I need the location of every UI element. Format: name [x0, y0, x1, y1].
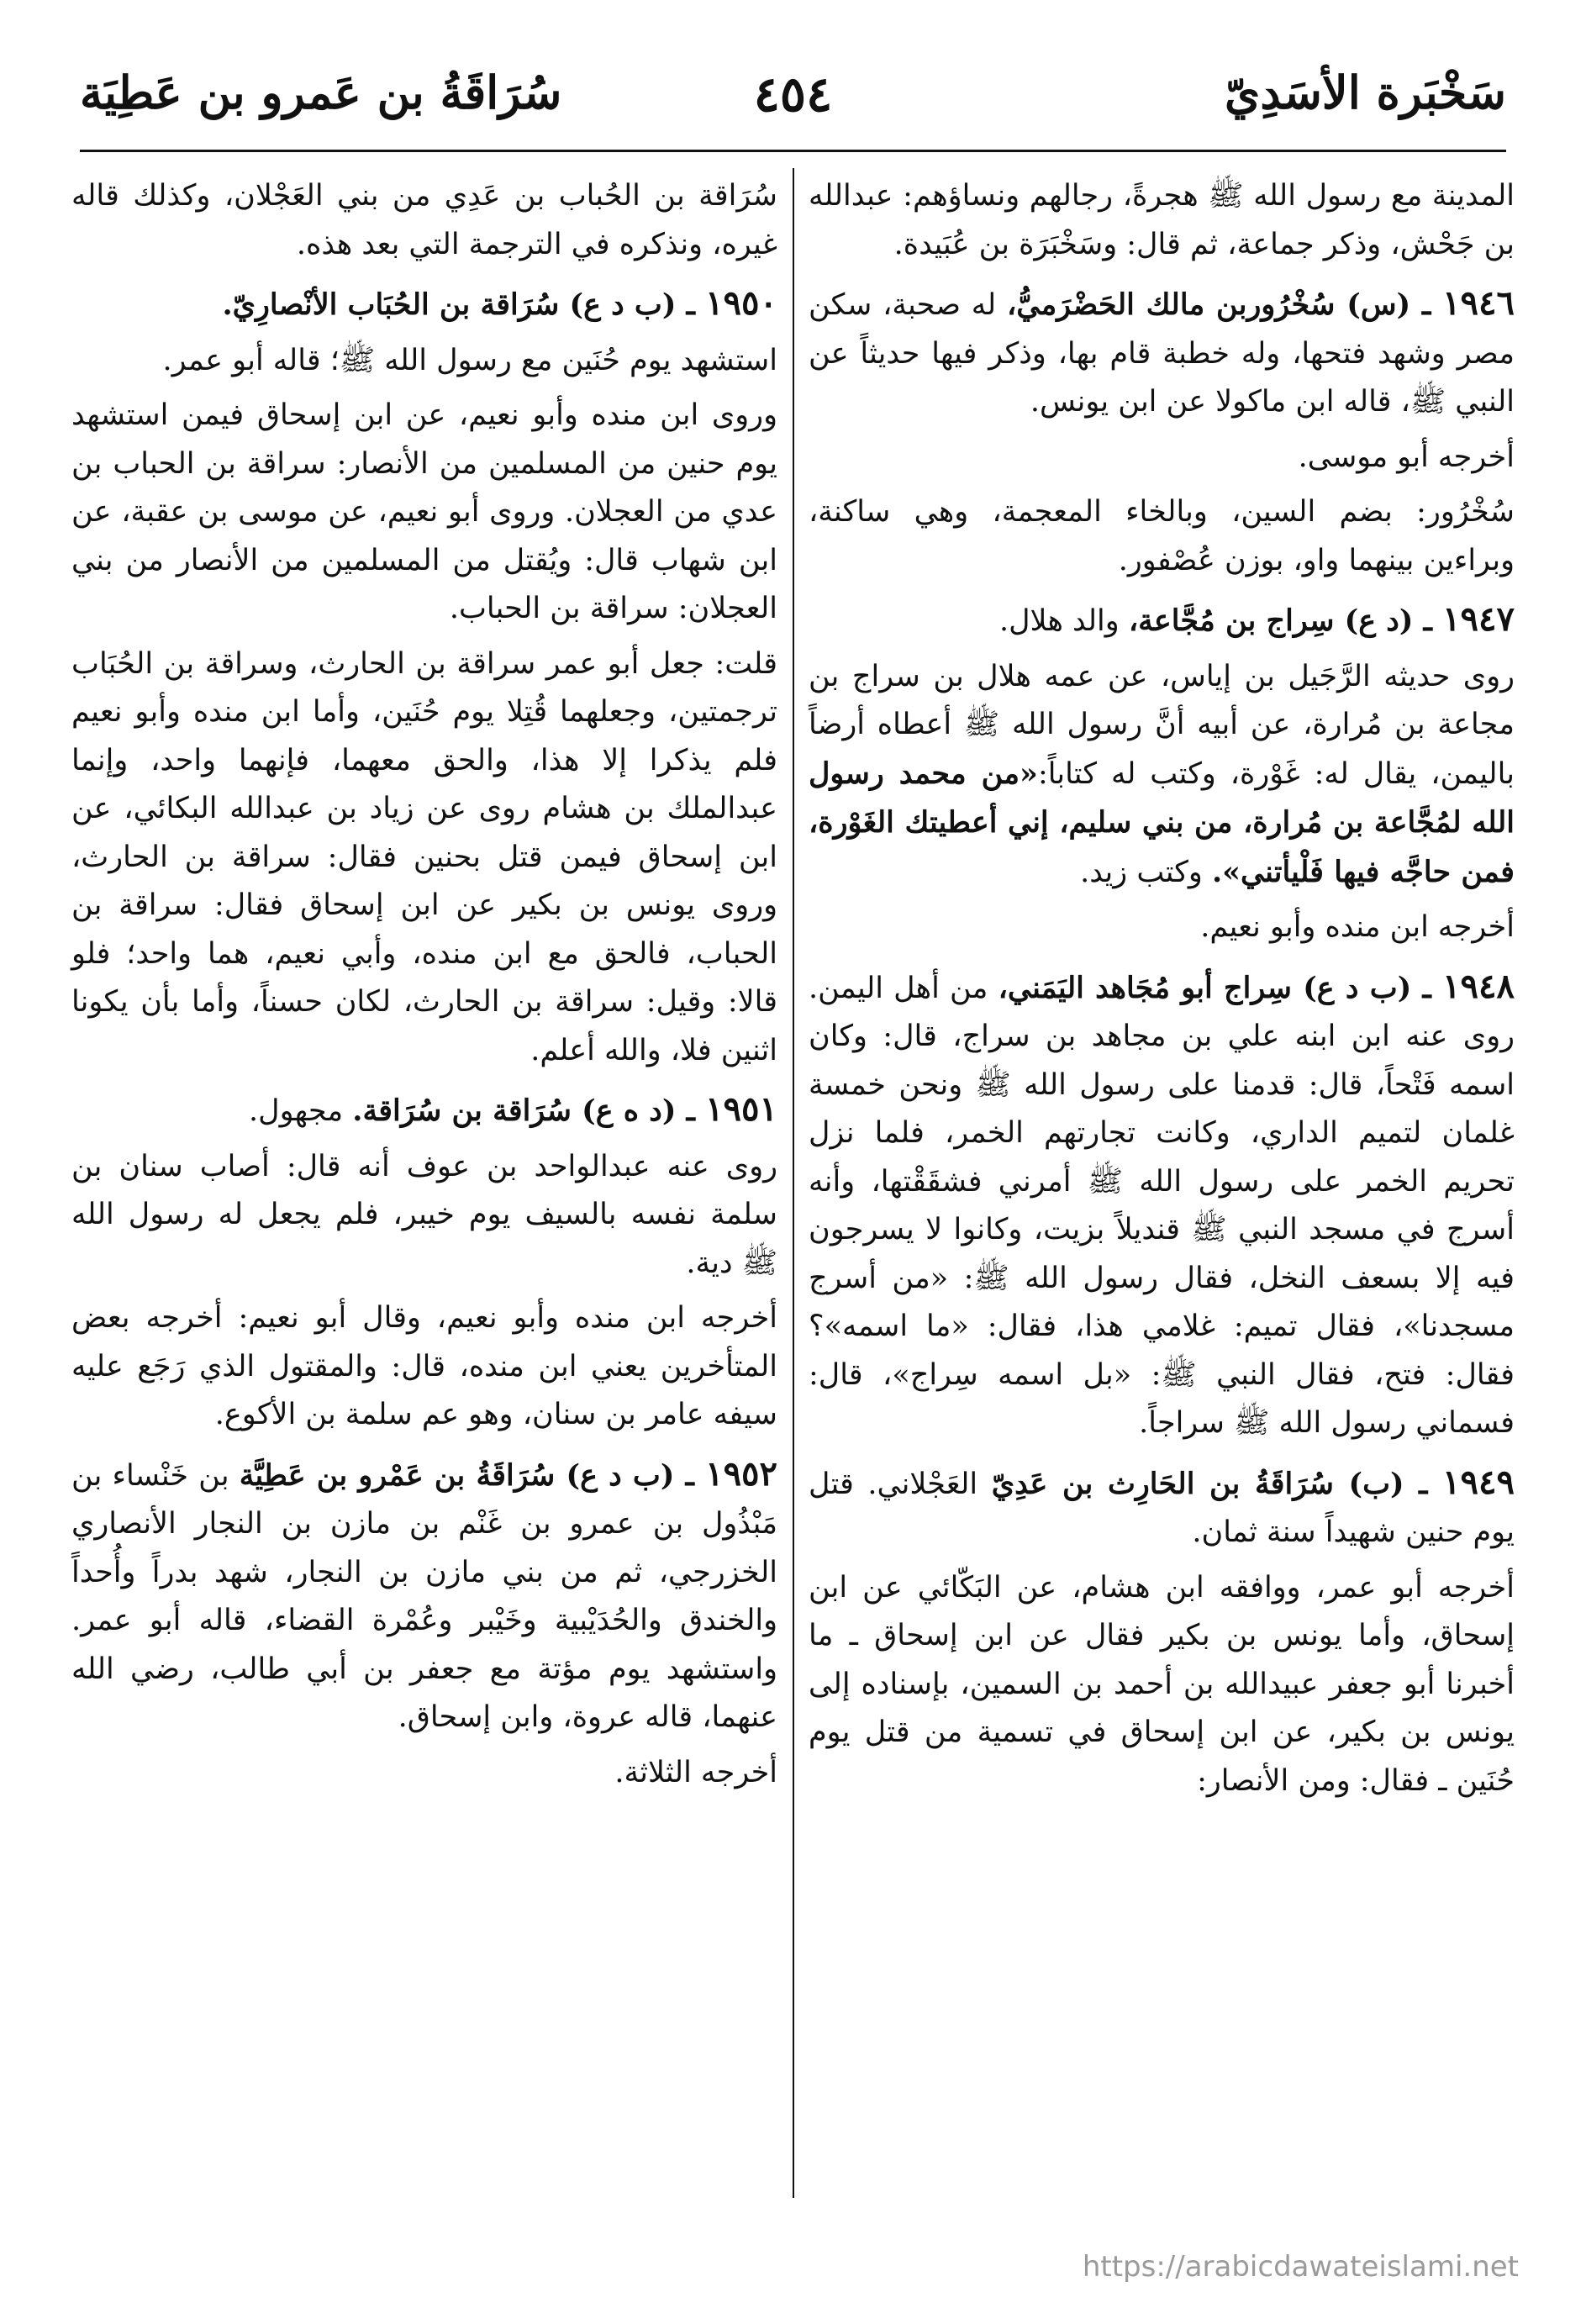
paragraph: سُرَاقة بن الحُباب بن عَدِي من بني العَجْلان، وكذلك قاله غيره، ونذكره في الترجمة التي بعد هذه. — [71, 179, 777, 261]
entry-heading: ـ (د ه ع) سُرَاقة بن سُرَاقة. — [352, 1093, 706, 1128]
entry-number: ١٩٤٦ — [1442, 283, 1515, 323]
paragraph: المدينة مع رسول الله ﷺ هجرةً، رجالهم ونساؤهم: عبدالله بن جَحْش، وذكر جماعة، ثم قال: وسَخْبَرَة بن عُبَيدة. — [809, 179, 1515, 261]
entry-number: ١٩٥٢ — [705, 1453, 778, 1494]
entry-1946 — [809, 279, 1515, 427]
right-column — [809, 172, 1515, 1805]
paragraph: قلت: جعل أبو عمر سراقة بن الحارث، وسراقة بن الحُبَاب ترجمتين، وجعلهما قُتِلا يوم حُنَين، وأما ابن منده وأبو نعيم فلم يذكرا إلا هذا، والحق معهما، فإنهما واحد، وإنما عبدالملك بن هشام روى عن زياد بن عبدالله البكائي، عن ابن إسحاق فيمن قتل بحنين فقال: سراقة بن الحارث، وروى يونس بن بكير عن ابن إسحاق فقال: سراقة بن الحباب، فالحق مع ابن منده، وأبي نعيم، هما واحد؛ فلو قالا: وقيل: سراقة بن الحارث، لكان حسناً، وأما بأن يكونا اثنين فلا، والله أعلم. — [71, 646, 777, 1067]
entry-body: له صحبة، سكن مصر وشهد فتحها، وله خطبة قام بها، وذكر فيها حديثاً عن النبي ﷺ، قاله ابن ماكولا عن ابن يونس. — [809, 288, 1515, 419]
entry-body: بن خَنْساء بن مَبْذُول بن عمرو بن غَنْم بن مازن بن النجار الأنصاري الخزرجي، ثم من بني مازن بن النجار، شهد بدراً وأُحداً والخندق والحُدَيْبية وخَيْبر وعُمْرة القضاء، قاله أبو عمر. واستشهد يوم مؤتة مع جعفر بن أبي طالب، رضي الله عنهما، قاله عروة، وابن إسحاق. — [71, 1458, 777, 1734]
entry-body: والد هلال. — [999, 604, 1129, 638]
entry-heading: ـ (د ع) سِراج بن مُجَّاعة، — [1128, 603, 1443, 638]
entry-body: مجهول. — [249, 1094, 353, 1128]
entry-number: ١٩٤٨ — [1442, 966, 1515, 1006]
running-title-left: سُرَاقَةُ بن عَمرو بن عَطِيَة — [80, 66, 562, 119]
paragraph: أخرجه أبو عمر، ووافقه ابن هشام، عن البَكّائي عن ابن إسحاق، وأما يونس بن بكير فقال عن ابن إسحاق ـ ما أخبرنا أبو جعفر عبيدالله بن أحمد بن السمين، بإسناده إلى يونس بن بكير، عن ابن إسحاق في تسمية من قتل يوم حُنَين ـ فقال: ومن الأنصار: — [809, 1570, 1515, 1798]
paragraph — [809, 653, 1515, 898]
running-title-right: سَخْبَرة الأسَدِيّ — [1225, 66, 1506, 119]
entry-number: ١٩٥١ — [705, 1089, 777, 1129]
paragraph: أخرجه الثلاثة. — [614, 1755, 777, 1789]
header-rule — [80, 150, 1506, 152]
entry-number: ١٩٤٧ — [1442, 599, 1515, 639]
entry-1947 — [809, 595, 1515, 646]
entry-heading: ـ (س) سُخْرُوربن مالك الحَضْرَميُّ، — [1006, 287, 1443, 322]
entry-1952 — [71, 1450, 777, 1742]
entry-body: العَجْلاني. قتل يوم حنين شهيداً سنة ثمان. — [809, 1467, 1515, 1549]
paragraph: وروى ابن منده وأبو نعيم، عن ابن إسحاق فيمن استشهد يوم حنين من المسلمين من الأنصار: سراقة بن الحباب بن عدي من العجلان. وروى أبو نعيم، عن موسى بن عقبة، عن ابن شهاب قال: ويُقتل من المسلمين من الأنصار من بني العجلان: سراقة بن الحباب. — [71, 398, 777, 625]
page-header — [80, 66, 1506, 145]
column-divider — [793, 168, 794, 2198]
entry-1951 — [71, 1085, 777, 1136]
entry-number: ١٩٤٩ — [1442, 1462, 1515, 1502]
paragraph-text: روى حديثه الرَّجَيل بن إياس، عن عمه هلال بن سراج بن مجاعة بن مُرارة، عن أبيه أنَّ رسول الله ﷺ أعطاه أرضاً باليمن، يقال له: غَوْرة، وكتب له كتاباً: — [809, 659, 1515, 791]
page-number: ٤٥٤ — [753, 66, 833, 123]
entry-1949 — [809, 1458, 1515, 1557]
entry-heading: ـ (ب د ع) سُرَاقَةُ بن عَمْرو بن عَطِيَّة — [239, 1457, 706, 1493]
entry-1948 — [809, 962, 1515, 1448]
entry-heading: ـ (ب د ع) سُرَاقة بن الحُبَاب الأنْصارِيّ. — [222, 287, 706, 322]
paragraph: روى عنه عبدالواحد بن عوف أنه قال: أصاب سنان بن سلمة نفسه بالسيف يوم خيبر، فلم يجعل له رسول الله ﷺ دية. — [71, 1149, 777, 1280]
paragraph: استشهد يوم حُنَين مع رسول الله ﷺ؛ قاله أبو عمر. — [162, 343, 777, 377]
left-column — [71, 172, 777, 1797]
entry-number: ١٩٥٠ — [705, 283, 777, 323]
quote-text: «من محمد رسول الله لمُجَّاعة بن مُرارة، من بني سليم، إني أعطيتك الغَوْرة، فمن حاجَّه فيها فَلْيأتني». — [809, 756, 1515, 889]
paragraph-text: وكتب زيد. — [1080, 855, 1212, 889]
paragraph: سُخْرُور: بضم السين، وبالخاء المعجمة، وهي ساكنة، وبراءين بينهما واو، بوزن عُصْفور. — [809, 495, 1515, 577]
paragraph: أخرجه أبو موسى. — [1298, 440, 1515, 474]
entry-heading: ـ (ب) سُرَاقَةُ بن الحَارِث بن عَدِيّ — [991, 1466, 1443, 1501]
entry-heading: ـ (ب د ع) سِراج أبو مُجَاهد اليَمَني، — [998, 970, 1443, 1005]
paragraph: أخرجه ابن منده وأبو نعيم، وقال أبو نعيم: أخرجه بعض المتأخرين يعني ابن منده، قال: والمقتول الذي رَجَع عليه سيفه عامر بن سنان، وهو عم سلمة بن الأكوع. — [71, 1301, 777, 1431]
entry-1950 — [71, 279, 777, 330]
entry-body: من أهل اليمن. روى عنه ابن ابنه علي بن مجاهد بن سراج، قال: وكان اسمه فَتْحاً، قال: قدمنا على رسول الله ﷺ ونحن خمسة غلمان لتميم الداري، وكانت تجارتهم الخمر، فلما نزل تحريم الخمر على رسول الله ﷺ أمرني فشقَقْتها، وأنه أسرج في مسجد النبي ﷺ قنديلاً بزيت، وكانوا لا يسرجون فيه إلا بسعف النخل، فقال رسول الله ﷺ: «من أسرج مسجدنا»، فقال تميم: غلامي هذا، فقال: «ما اسمه»؟ فقال: فتح، فقال النبي ﷺ: «بل اسمه سِراج»، قال: فسماني رسول الله ﷺ سراجاً. — [809, 971, 1515, 1440]
source-watermark: https://arabicdawateislami.net — [1082, 2250, 1519, 2284]
paragraph: أخرجه ابن منده وأبو نعيم. — [1200, 910, 1515, 944]
